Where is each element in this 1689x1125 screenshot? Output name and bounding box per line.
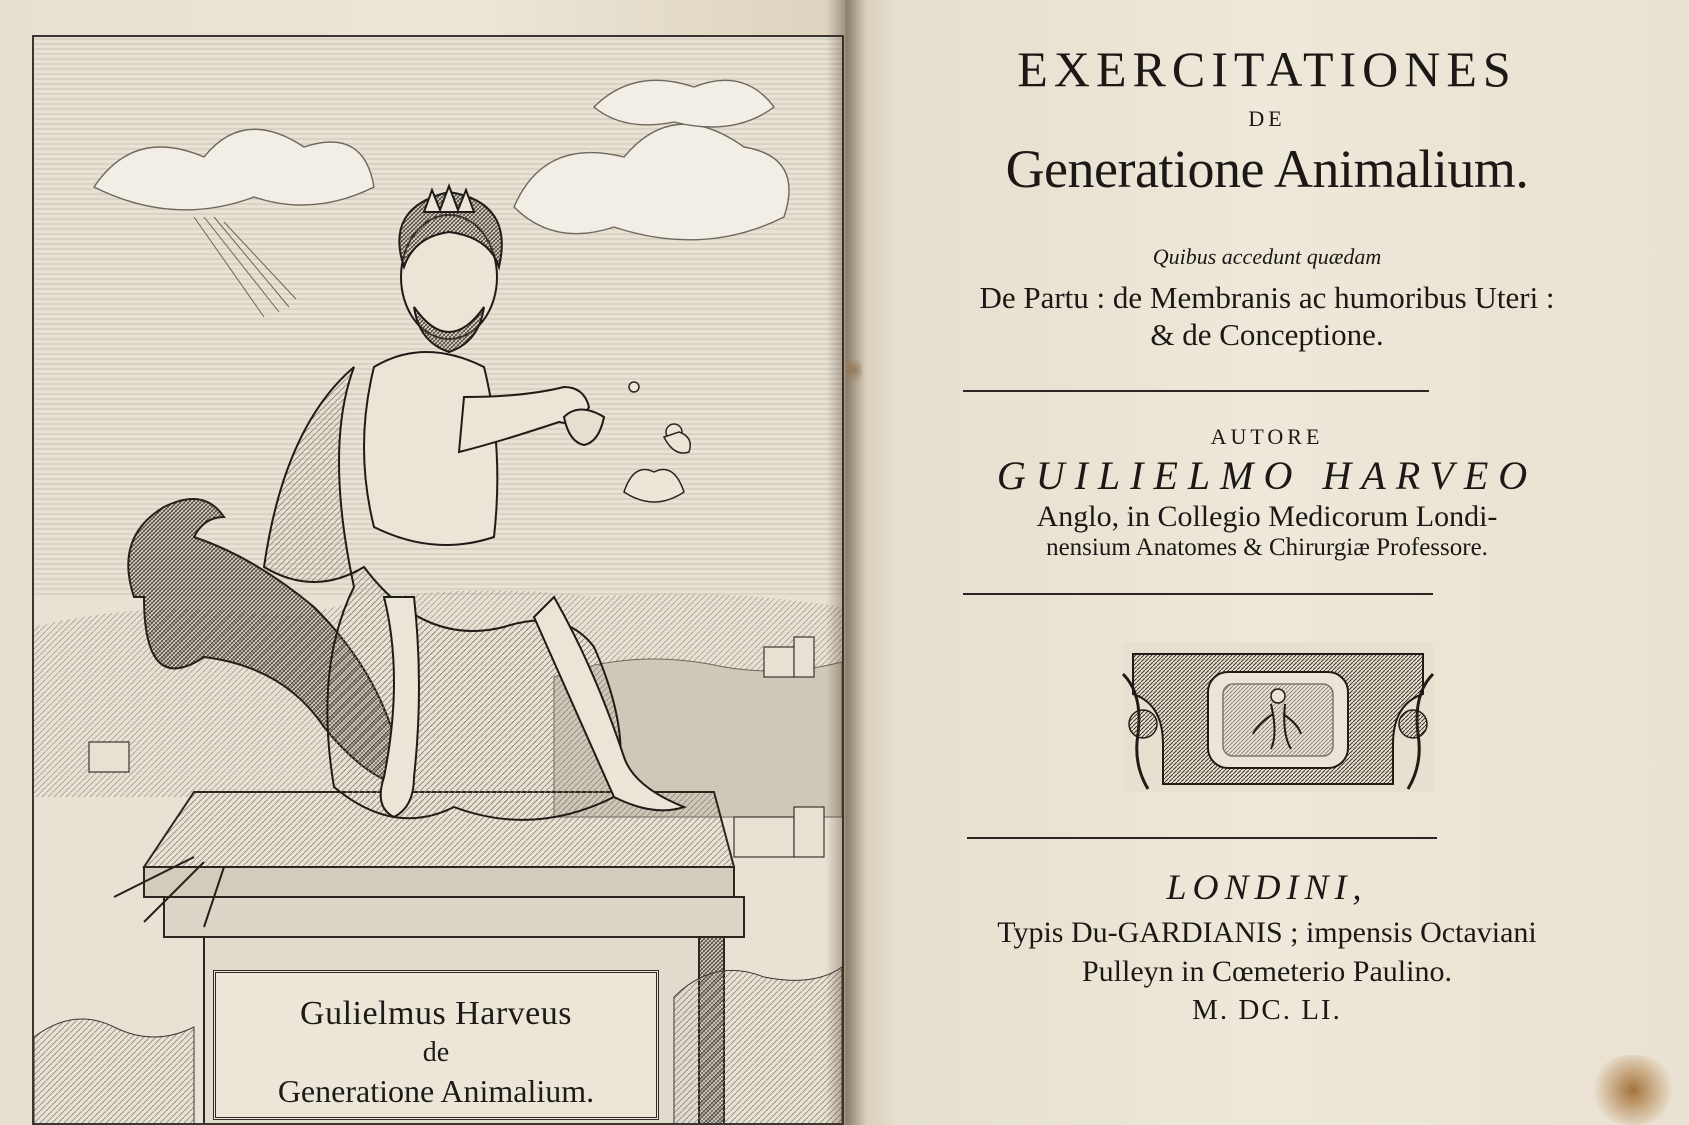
imprint-date: M. DC. LI. [1192,994,1342,1026]
divider-rule-bottom [967,837,1437,839]
foxing-stain [1588,1055,1678,1125]
author-description-1: Anglo, in Collegio Medicorum Londi- [1036,500,1498,533]
author-name: GUILIELMO HARVEO [996,453,1538,498]
right-page-title-page [845,0,1689,1125]
imprint-place: LONDINI, [1166,867,1368,907]
author-label: AUTORE [1210,424,1324,449]
imprint-printer-line-1: Typis Du-GARDIANIS ; impensis Octaviani [997,916,1537,949]
frontispiece-plaque [213,970,659,1120]
divider-rule-middle [963,593,1433,595]
book-gutter-shadow [826,0,866,1125]
subtitle-line-1: De Partu : de Membranis ac humoribus Uteri : [979,280,1555,315]
imprint-printer-line-2: Pulleyn in Cœmeterio Paulino. [1082,955,1452,988]
plaque-author-line: Gulielmus Harveus [300,995,572,1032]
printers-device-icon [1113,634,1443,800]
title-exercitationes: EXERCITATIONES [1017,41,1517,97]
foxing-stain-small [846,355,862,385]
plaque-title-line: Generatione Animalium. [277,1073,595,1109]
divider-rule-top [963,390,1429,392]
author-description-2: nensium Anatomes & Chirurgiæ Professore. [1046,534,1488,561]
title-de: DE [1248,106,1286,131]
jupiter-engraving-icon [34,37,842,1125]
frontispiece-engraving-frame [32,35,844,1125]
subtitle-intro: Quibus accedunt quædam [1152,244,1382,269]
title-generatione-animalium: Generatione Animalium. [1005,139,1529,199]
subtitle-line-2: & de Conceptione. [1150,317,1384,352]
plaque-de-line: de [422,1037,450,1068]
